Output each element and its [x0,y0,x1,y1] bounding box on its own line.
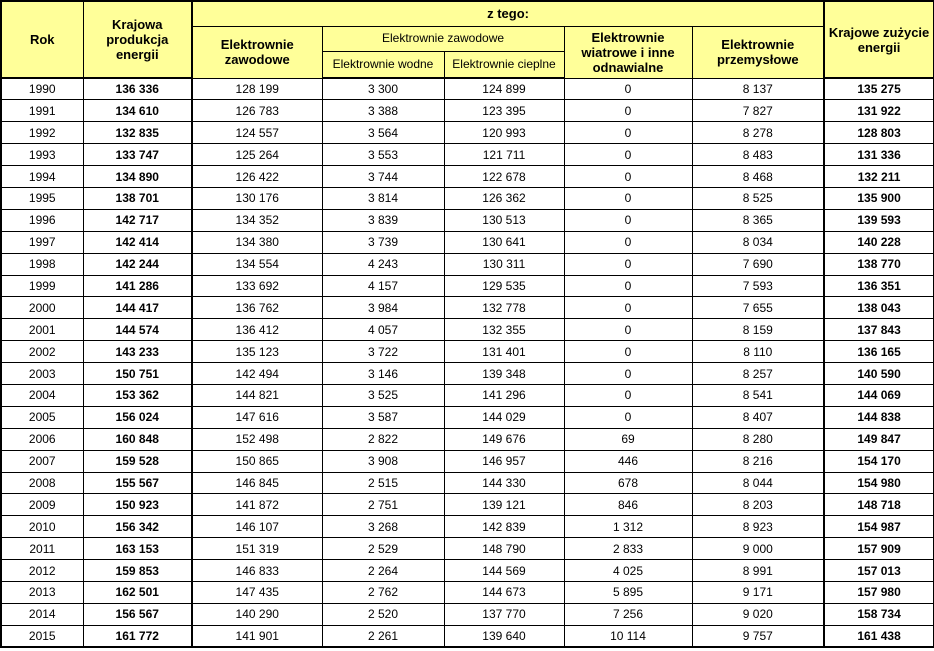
table-row [1,100,934,122]
cell-wiatrowe: 0 [564,122,692,144]
cell-wiatrowe: 0 [564,297,692,319]
cell-produkcja: 144 417 [83,297,192,319]
cell-produkcja: 141 286 [83,275,192,297]
cell-zawodowe: 134 554 [192,253,322,275]
table-header [1,1,934,78]
cell-zawodowe: 150 865 [192,450,322,472]
cell-zawodowe: 136 412 [192,319,322,341]
cell-zuzycie: 154 987 [824,516,934,538]
cell-rok: 1995 [1,187,83,209]
cell-zuzycie: 154 980 [824,472,934,494]
table-row [1,363,934,385]
cell-wiatrowe: 4 025 [564,560,692,582]
cell-produkcja: 133 747 [83,144,192,166]
cell-cieplne: 132 778 [444,297,564,319]
cell-cieplne: 121 711 [444,144,564,166]
cell-wiatrowe: 678 [564,472,692,494]
cell-rok: 2009 [1,494,83,516]
cell-wodne: 3 553 [322,144,444,166]
cell-rok: 2013 [1,581,83,603]
cell-wodne: 3 984 [322,297,444,319]
cell-produkcja: 156 342 [83,516,192,538]
cell-przemyslowe: 8 278 [692,122,824,144]
cell-cieplne: 126 362 [444,187,564,209]
cell-przemyslowe: 7 690 [692,253,824,275]
cell-przemyslowe: 9 000 [692,538,824,560]
cell-zawodowe: 125 264 [192,144,322,166]
cell-rok: 2002 [1,341,83,363]
table-row [1,406,934,428]
cell-wodne: 2 762 [322,581,444,603]
cell-przemyslowe: 8 110 [692,341,824,363]
cell-przemyslowe: 8 541 [692,384,824,406]
cell-wiatrowe: 0 [564,406,692,428]
header-el-zawodowe: Elektrownie zawodowe [192,26,322,78]
cell-wiatrowe: 69 [564,428,692,450]
table-body [1,78,934,647]
cell-rok: 1994 [1,166,83,188]
cell-zuzycie: 128 803 [824,122,934,144]
cell-cieplne: 148 790 [444,538,564,560]
cell-rok: 2003 [1,363,83,385]
cell-zawodowe: 152 498 [192,428,322,450]
table-row [1,122,934,144]
cell-produkcja: 153 362 [83,384,192,406]
table-row [1,560,934,582]
cell-zawodowe: 146 107 [192,516,322,538]
header-el-wodne: Elektrownie wodne [322,51,444,78]
cell-wiatrowe: 0 [564,209,692,231]
cell-produkcja: 134 610 [83,100,192,122]
table-row [1,275,934,297]
cell-rok: 1992 [1,122,83,144]
cell-cieplne: 144 330 [444,472,564,494]
cell-rok: 2014 [1,603,83,625]
cell-wiatrowe: 0 [564,319,692,341]
table-row [1,516,934,538]
cell-wodne: 3 525 [322,384,444,406]
cell-przemyslowe: 9 020 [692,603,824,625]
cell-zuzycie: 131 336 [824,144,934,166]
cell-produkcja: 143 233 [83,341,192,363]
cell-cieplne: 139 348 [444,363,564,385]
cell-przemyslowe: 8 203 [692,494,824,516]
cell-przemyslowe: 8 407 [692,406,824,428]
cell-przemyslowe: 8 137 [692,78,824,100]
table-row [1,341,934,363]
table-row [1,581,934,603]
cell-zuzycie: 136 351 [824,275,934,297]
cell-produkcja: 132 835 [83,122,192,144]
cell-zawodowe: 128 199 [192,78,322,100]
cell-cieplne: 144 029 [444,406,564,428]
cell-cieplne: 141 296 [444,384,564,406]
header-el-wiatrowe: Elektrownie wiatrowe i inne odnawialne [564,26,692,78]
cell-zawodowe: 144 821 [192,384,322,406]
cell-rok: 1990 [1,78,83,100]
cell-produkcja: 161 772 [83,625,192,647]
cell-rok: 1991 [1,100,83,122]
cell-wiatrowe: 1 312 [564,516,692,538]
table-row [1,297,934,319]
cell-cieplne: 137 770 [444,603,564,625]
cell-rok: 2005 [1,406,83,428]
header-el-przemyslowe: Elektrownie przemysłowe [692,26,824,78]
cell-zawodowe: 126 783 [192,100,322,122]
cell-rok: 2001 [1,319,83,341]
cell-wiatrowe: 0 [564,341,692,363]
cell-zawodowe: 147 435 [192,581,322,603]
cell-wodne: 3 908 [322,450,444,472]
cell-produkcja: 155 567 [83,472,192,494]
cell-wiatrowe: 0 [564,231,692,253]
table-row [1,384,934,406]
cell-zuzycie: 137 843 [824,319,934,341]
cell-przemyslowe: 8 044 [692,472,824,494]
cell-zawodowe: 124 557 [192,122,322,144]
cell-rok: 2008 [1,472,83,494]
cell-wiatrowe: 0 [564,275,692,297]
cell-wodne: 4 057 [322,319,444,341]
cell-zuzycie: 157 909 [824,538,934,560]
cell-wodne: 3 300 [322,78,444,100]
cell-wodne: 3 722 [322,341,444,363]
header-z-tego: z tego: [192,1,824,26]
cell-cieplne: 123 395 [444,100,564,122]
cell-rok: 2010 [1,516,83,538]
header-el-zawodowe-group: Elektrownie zawodowe [322,26,564,51]
cell-wiatrowe: 0 [564,100,692,122]
cell-zuzycie: 131 922 [824,100,934,122]
cell-wiatrowe: 0 [564,384,692,406]
cell-zawodowe: 126 422 [192,166,322,188]
cell-zuzycie: 138 043 [824,297,934,319]
cell-produkcja: 142 244 [83,253,192,275]
cell-wiatrowe: 5 895 [564,581,692,603]
cell-produkcja: 162 501 [83,581,192,603]
table-row [1,450,934,472]
cell-cieplne: 139 121 [444,494,564,516]
cell-wodne: 2 261 [322,625,444,647]
cell-przemyslowe: 8 257 [692,363,824,385]
cell-rok: 2007 [1,450,83,472]
cell-wiatrowe: 7 256 [564,603,692,625]
table-row [1,166,934,188]
cell-wiatrowe: 0 [564,187,692,209]
cell-cieplne: 122 678 [444,166,564,188]
cell-produkcja: 136 336 [83,78,192,100]
cell-wiatrowe: 2 833 [564,538,692,560]
cell-zuzycie: 149 847 [824,428,934,450]
cell-wiatrowe: 0 [564,166,692,188]
cell-cieplne: 130 513 [444,209,564,231]
header-el-cieplne: Elektrownie cieplne [444,51,564,78]
cell-zuzycie: 148 718 [824,494,934,516]
cell-rok: 2000 [1,297,83,319]
cell-produkcja: 160 848 [83,428,192,450]
cell-rok: 2015 [1,625,83,647]
cell-cieplne: 139 640 [444,625,564,647]
cell-rok: 2011 [1,538,83,560]
table-row [1,209,934,231]
cell-zuzycie: 154 170 [824,450,934,472]
cell-produkcja: 156 567 [83,603,192,625]
cell-wiatrowe: 10 114 [564,625,692,647]
cell-przemyslowe: 8 159 [692,319,824,341]
cell-zawodowe: 147 616 [192,406,322,428]
cell-wodne: 2 264 [322,560,444,582]
cell-zuzycie: 161 438 [824,625,934,647]
cell-produkcja: 159 853 [83,560,192,582]
cell-przemyslowe: 7 655 [692,297,824,319]
cell-wiatrowe: 846 [564,494,692,516]
cell-cieplne: 144 673 [444,581,564,603]
table-row [1,319,934,341]
cell-wodne: 3 839 [322,209,444,231]
table-row [1,78,934,100]
cell-przemyslowe: 7 593 [692,275,824,297]
cell-przemyslowe: 8 525 [692,187,824,209]
table-row [1,472,934,494]
cell-przemyslowe: 8 034 [692,231,824,253]
cell-cieplne: 120 993 [444,122,564,144]
cell-zuzycie: 136 165 [824,341,934,363]
cell-wodne: 2 751 [322,494,444,516]
cell-zawodowe: 146 833 [192,560,322,582]
cell-zuzycie: 135 275 [824,78,934,100]
cell-zuzycie: 135 900 [824,187,934,209]
cell-zawodowe: 135 123 [192,341,322,363]
cell-zuzycie: 157 013 [824,560,934,582]
cell-zawodowe: 146 845 [192,472,322,494]
cell-rok: 2006 [1,428,83,450]
cell-zawodowe: 134 352 [192,209,322,231]
cell-zuzycie: 158 734 [824,603,934,625]
cell-wiatrowe: 446 [564,450,692,472]
cell-przemyslowe: 9 757 [692,625,824,647]
cell-cieplne: 130 641 [444,231,564,253]
cell-zuzycie: 140 228 [824,231,934,253]
cell-wiatrowe: 0 [564,363,692,385]
cell-produkcja: 156 024 [83,406,192,428]
cell-wodne: 3 587 [322,406,444,428]
cell-zuzycie: 132 211 [824,166,934,188]
cell-rok: 2012 [1,560,83,582]
cell-przemyslowe: 8 923 [692,516,824,538]
cell-produkcja: 159 528 [83,450,192,472]
cell-produkcja: 142 717 [83,209,192,231]
table-row [1,538,934,560]
header-rok: Rok [1,1,83,78]
cell-przemyslowe: 9 171 [692,581,824,603]
table-row [1,231,934,253]
cell-wodne: 2 515 [322,472,444,494]
cell-zuzycie: 139 593 [824,209,934,231]
cell-przemyslowe: 8 991 [692,560,824,582]
cell-zawodowe: 151 319 [192,538,322,560]
cell-zawodowe: 141 901 [192,625,322,647]
cell-wiatrowe: 0 [564,253,692,275]
table-row [1,144,934,166]
cell-cieplne: 132 355 [444,319,564,341]
cell-rok: 1999 [1,275,83,297]
cell-zawodowe: 142 494 [192,363,322,385]
header-zuzycie: Krajowe zużycie energii [824,1,934,78]
cell-wodne: 4 243 [322,253,444,275]
cell-rok: 1997 [1,231,83,253]
cell-wodne: 3 146 [322,363,444,385]
cell-wodne: 3 814 [322,187,444,209]
cell-zawodowe: 133 692 [192,275,322,297]
cell-wodne: 2 529 [322,538,444,560]
cell-produkcja: 150 751 [83,363,192,385]
cell-cieplne: 142 839 [444,516,564,538]
cell-przemyslowe: 8 216 [692,450,824,472]
header-produkcja: Krajowa produkcja energii [83,1,192,78]
cell-wodne: 3 744 [322,166,444,188]
cell-przemyslowe: 8 483 [692,144,824,166]
cell-wodne: 3 564 [322,122,444,144]
cell-wodne: 3 388 [322,100,444,122]
cell-zuzycie: 144 069 [824,384,934,406]
cell-cieplne: 131 401 [444,341,564,363]
cell-przemyslowe: 8 468 [692,166,824,188]
cell-przemyslowe: 8 280 [692,428,824,450]
cell-zawodowe: 140 290 [192,603,322,625]
cell-produkcja: 138 701 [83,187,192,209]
cell-produkcja: 134 890 [83,166,192,188]
cell-wodne: 3 739 [322,231,444,253]
cell-rok: 1996 [1,209,83,231]
table-row [1,603,934,625]
table-row [1,494,934,516]
table-row [1,428,934,450]
table-row [1,253,934,275]
cell-produkcja: 144 574 [83,319,192,341]
cell-cieplne: 129 535 [444,275,564,297]
cell-zawodowe: 130 176 [192,187,322,209]
cell-wodne: 2 520 [322,603,444,625]
cell-zuzycie: 144 838 [824,406,934,428]
cell-wiatrowe: 0 [564,78,692,100]
cell-wodne: 2 822 [322,428,444,450]
cell-zawodowe: 136 762 [192,297,322,319]
cell-rok: 2004 [1,384,83,406]
cell-wodne: 3 268 [322,516,444,538]
table-row [1,187,934,209]
cell-zawodowe: 141 872 [192,494,322,516]
cell-zuzycie: 140 590 [824,363,934,385]
cell-produkcja: 163 153 [83,538,192,560]
cell-produkcja: 142 414 [83,231,192,253]
cell-cieplne: 144 569 [444,560,564,582]
cell-przemyslowe: 7 827 [692,100,824,122]
cell-cieplne: 130 311 [444,253,564,275]
cell-rok: 1993 [1,144,83,166]
cell-rok: 1998 [1,253,83,275]
cell-zuzycie: 157 980 [824,581,934,603]
cell-wodne: 4 157 [322,275,444,297]
cell-wiatrowe: 0 [564,144,692,166]
cell-produkcja: 150 923 [83,494,192,516]
table-row [1,625,934,647]
cell-przemyslowe: 8 365 [692,209,824,231]
cell-cieplne: 146 957 [444,450,564,472]
cell-zuzycie: 138 770 [824,253,934,275]
cell-zawodowe: 134 380 [192,231,322,253]
cell-cieplne: 124 899 [444,78,564,100]
cell-cieplne: 149 676 [444,428,564,450]
